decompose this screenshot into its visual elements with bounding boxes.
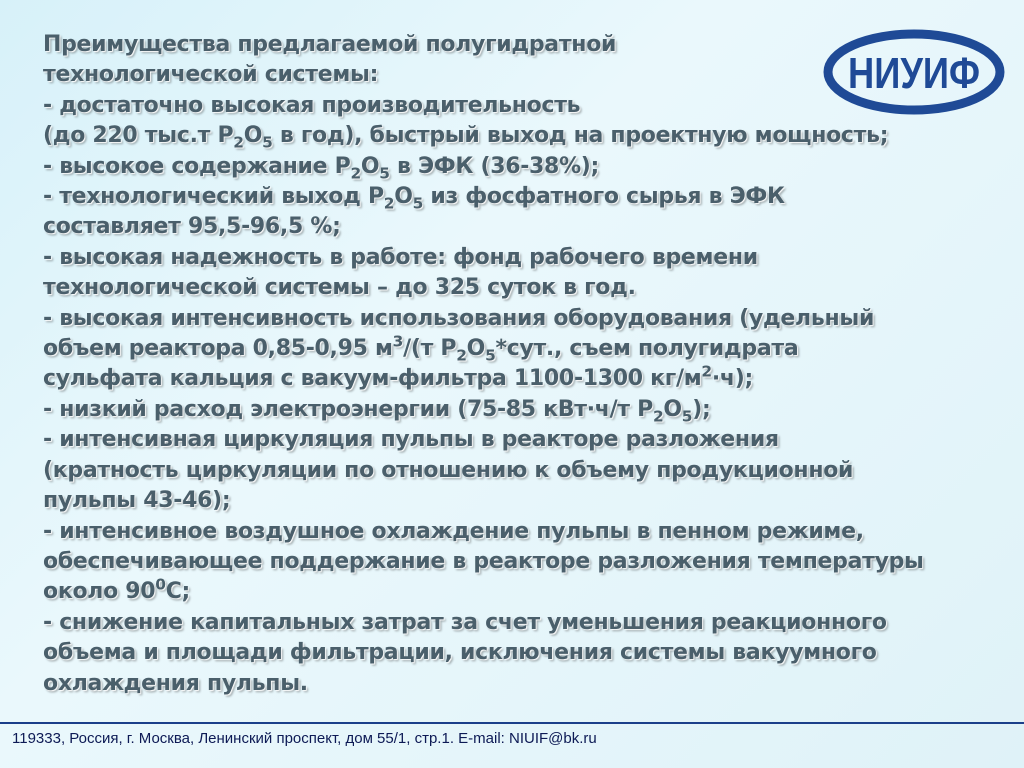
footer-divider: [0, 722, 1024, 724]
item-intensity-line-2: объем реактора 0,85-0,95 $м^3/(т$ $P_2O_5*сут$., съем полугидрата: [43, 332, 799, 365]
item-yield-line-2: составляет 95,5-96,5 %;: [43, 214, 341, 240]
item-circulation-line-2: (кратность циркуляции по отношению к объему продукционной: [43, 457, 854, 483]
item-cooling-line-1: - интенсивное воздушное охлаждение пульпы в пенном режиме,: [43, 518, 864, 544]
slide-text-block: [43, 30, 1003, 699]
heading-line-1: Преимущества предлагаемой полугидратной: [43, 32, 617, 57]
item-yield-line-1: - технологический выход $P_2O_5$ из фосфатного сырья в ЭФК: [43, 184, 785, 213]
item-content: - высокое содержание $P_2O_5$ в ЭФК (36-38%);: [43, 153, 600, 183]
item-cooling-line-3: около $90^0С$;: [43, 575, 191, 605]
formula-p2o5: $P_2O_5$: [334, 153, 390, 183]
item-reliability-line-1: - высокая надежность в работе: фонд рабочего времени: [43, 244, 758, 270]
logo-text: НИУИФ: [848, 49, 980, 98]
item-energy: - низкий расход электроэнергии (75-85 кВт·ч/т $P_2O_5$);: [43, 396, 711, 426]
item-costs-line-1: - снижение капитальных затрат за счет уменьшения реакционного: [43, 609, 887, 635]
formula-p2o5: $P_2O_5$: [367, 184, 424, 213]
item-intensity-line-3: сульфата кальция с вакуум-фильтра 1100-1300 $кг/м^2\cdot ч$);: [43, 363, 753, 392]
item-reliability-line-2: технологической системы – до 325 суток в год.: [43, 275, 636, 301]
item-productivity-line-2: (до 220 тыс.т $P_2O_5$ в год), быстрый выход на проектную мощность;: [43, 123, 889, 152]
item-costs-line-2: объема и площади фильтрации, исключения системы вакуумного: [43, 640, 877, 666]
footer-address: 119333, Россия, г. Москва, Ленинский проспект, дом 55/1, стр.1. E-mail: NIUIF@bk.ru: [12, 730, 597, 747]
formula-p2o5: $P_2O_5$: [637, 396, 693, 426]
item-circulation-line-3: пульпы 43-46);: [43, 488, 231, 514]
formula-p2o5: $P_2O_5$: [440, 336, 496, 365]
item-costs-line-3: охлаждения пульпы.: [43, 670, 308, 696]
formula-p2o5: $P_2O_5$: [217, 123, 273, 152]
item-circulation-line-1: - интенсивная циркуляция пульпы в реакторе разложения: [43, 427, 779, 453]
item-productivity-line-1: - достаточно высокая производительность: [43, 92, 581, 118]
item-cooling-line-2: обеспечивающее поддержание в реакторе разложения температуры: [43, 548, 924, 574]
heading-line-2: технологической системы:: [43, 62, 379, 88]
item-intensity-line-1: - высокая интенсивность использования оборудования (удельный: [43, 305, 875, 331]
